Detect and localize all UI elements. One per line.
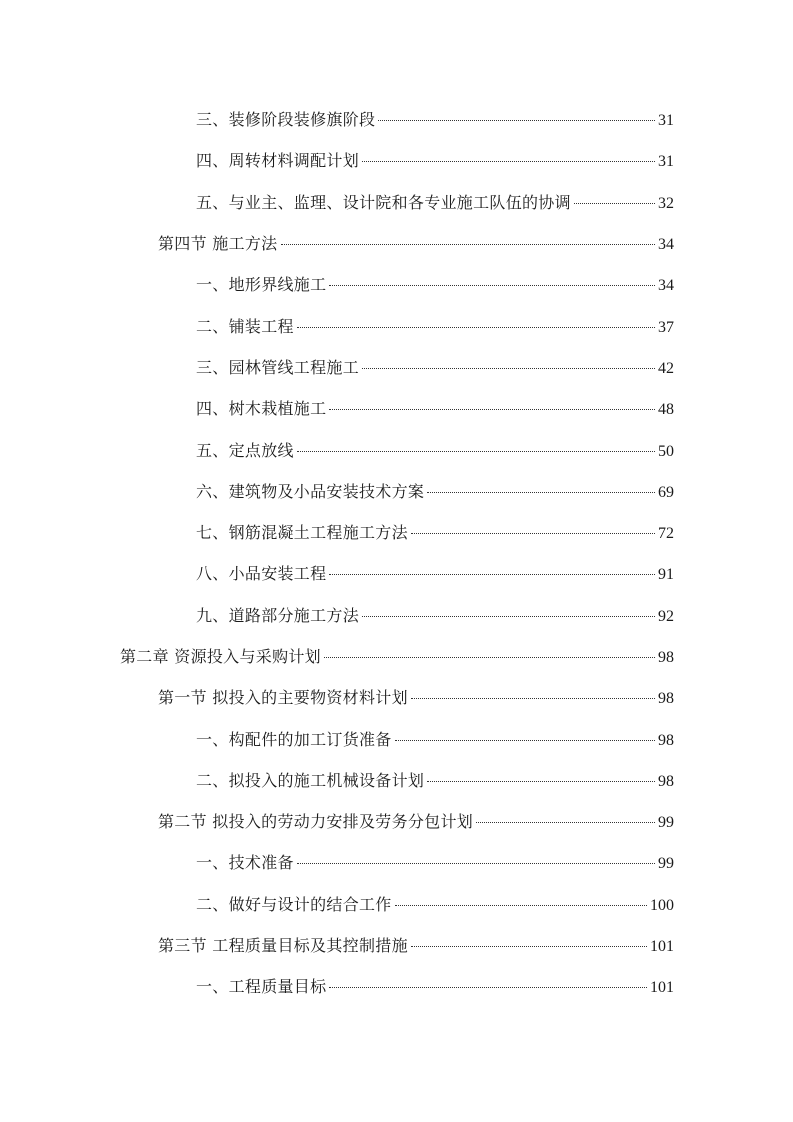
toc-entry[interactable] xyxy=(0,678,793,719)
toc-entry[interactable] xyxy=(0,100,793,141)
dot-leader xyxy=(411,946,647,947)
toc-page-number: 32 xyxy=(658,194,674,212)
toc-page-number: 100 xyxy=(650,896,674,914)
dot-leader xyxy=(395,905,647,906)
toc-title: 一、技术准备 xyxy=(196,853,294,873)
toc-title: 一、构配件的加工订货准备 xyxy=(196,729,392,749)
dot-leader xyxy=(427,492,655,493)
dot-leader xyxy=(574,203,655,204)
toc-entry[interactable] xyxy=(0,637,793,678)
toc-entry[interactable] xyxy=(0,596,793,637)
toc-title: 四、周转材料调配计划 xyxy=(196,151,360,171)
dot-leader xyxy=(378,120,655,121)
toc-entry[interactable] xyxy=(0,513,793,554)
toc-title: 四、树木栽植施工 xyxy=(196,399,327,419)
toc-entry[interactable] xyxy=(0,761,793,802)
dot-leader xyxy=(427,781,655,782)
toc-page-number: 98 xyxy=(658,690,674,708)
toc-title: 二、拟投入的施工机械设备计划 xyxy=(196,770,425,790)
toc-page-number: 34 xyxy=(658,236,674,254)
toc-entry[interactable] xyxy=(0,554,793,595)
toc-title: 三、园林管线工程施工 xyxy=(196,357,360,377)
toc-page-number: 101 xyxy=(650,979,674,997)
dot-leader xyxy=(324,657,655,658)
dot-leader xyxy=(476,822,655,823)
dot-leader xyxy=(362,368,655,369)
toc-page-number: 37 xyxy=(658,318,674,336)
toc-page-number: 31 xyxy=(658,153,674,171)
dot-leader xyxy=(411,533,655,534)
toc-page-number: 42 xyxy=(658,359,674,377)
toc-entry[interactable] xyxy=(0,430,793,471)
toc-title: 七、钢筋混凝土工程施工方法 xyxy=(196,523,408,543)
toc-entry[interactable] xyxy=(0,802,793,843)
table-of-contents xyxy=(0,100,793,1009)
dot-leader xyxy=(362,616,655,617)
toc-title: 三、装修阶段装修旗阶段 xyxy=(196,110,376,130)
toc-title: 五、定点放线 xyxy=(196,440,294,460)
toc-title: 第二节 拟投入的劳动力安排及劳务分包计划 xyxy=(158,812,474,832)
toc-page-number: 72 xyxy=(658,525,674,543)
toc-page-number: 98 xyxy=(658,772,674,790)
toc-page-number: 99 xyxy=(658,855,674,873)
dot-leader xyxy=(395,740,655,741)
toc-entry[interactable] xyxy=(0,719,793,760)
dot-leader xyxy=(329,987,647,988)
toc-page-number: 98 xyxy=(658,649,674,666)
toc-page-number: 50 xyxy=(658,442,674,460)
toc-title: 第四节 施工方法 xyxy=(158,234,278,254)
toc-title: 一、工程质量目标 xyxy=(196,977,327,997)
dot-leader xyxy=(329,574,655,575)
toc-title: 八、小品安装工程 xyxy=(196,564,327,584)
toc-entry[interactable] xyxy=(0,265,793,306)
toc-entry[interactable] xyxy=(0,306,793,347)
dot-leader xyxy=(329,285,655,286)
dot-leader xyxy=(297,863,655,864)
toc-title: 九、道路部分施工方法 xyxy=(196,605,360,625)
dot-leader xyxy=(281,244,656,245)
dot-leader xyxy=(329,409,655,410)
toc-page-number: 101 xyxy=(650,938,674,956)
toc-page-number: 98 xyxy=(658,731,674,749)
toc-entry[interactable] xyxy=(0,348,793,389)
toc-entry[interactable] xyxy=(0,885,793,926)
toc-page-number: 31 xyxy=(658,112,674,130)
toc-entry[interactable] xyxy=(0,843,793,884)
toc-entry[interactable] xyxy=(0,926,793,967)
toc-entry[interactable] xyxy=(0,183,793,224)
toc-page-number: 48 xyxy=(658,401,674,419)
dot-leader xyxy=(297,327,655,328)
dot-leader xyxy=(297,451,655,452)
toc-title: 一、地形界线施工 xyxy=(196,275,327,295)
toc-entry[interactable] xyxy=(0,967,793,1008)
toc-title: 第三节 工程质量目标及其控制措施 xyxy=(158,936,408,956)
dot-leader xyxy=(411,698,655,699)
dot-leader xyxy=(362,161,655,162)
toc-entry[interactable] xyxy=(0,472,793,513)
toc-entry[interactable] xyxy=(0,224,793,265)
toc-title: 二、铺装工程 xyxy=(196,316,294,336)
toc-page-number: 91 xyxy=(658,566,674,584)
toc-title: 二、做好与设计的结合工作 xyxy=(196,894,392,914)
toc-title: 六、建筑物及小品安装技术方案 xyxy=(196,481,425,501)
toc-title: 第一节 拟投入的主要物资材料计划 xyxy=(158,688,408,708)
toc-page-number: 69 xyxy=(658,483,674,501)
toc-title: 五、与业主、监理、设计院和各专业施工队伍的协调 xyxy=(196,192,571,212)
toc-entry[interactable] xyxy=(0,141,793,182)
toc-page-number: 99 xyxy=(658,814,674,832)
toc-page-number: 34 xyxy=(658,277,674,295)
toc-title: 第二章 资源投入与采购计划 xyxy=(120,647,321,666)
toc-entry[interactable] xyxy=(0,389,793,430)
toc-page-number: 92 xyxy=(658,607,674,625)
